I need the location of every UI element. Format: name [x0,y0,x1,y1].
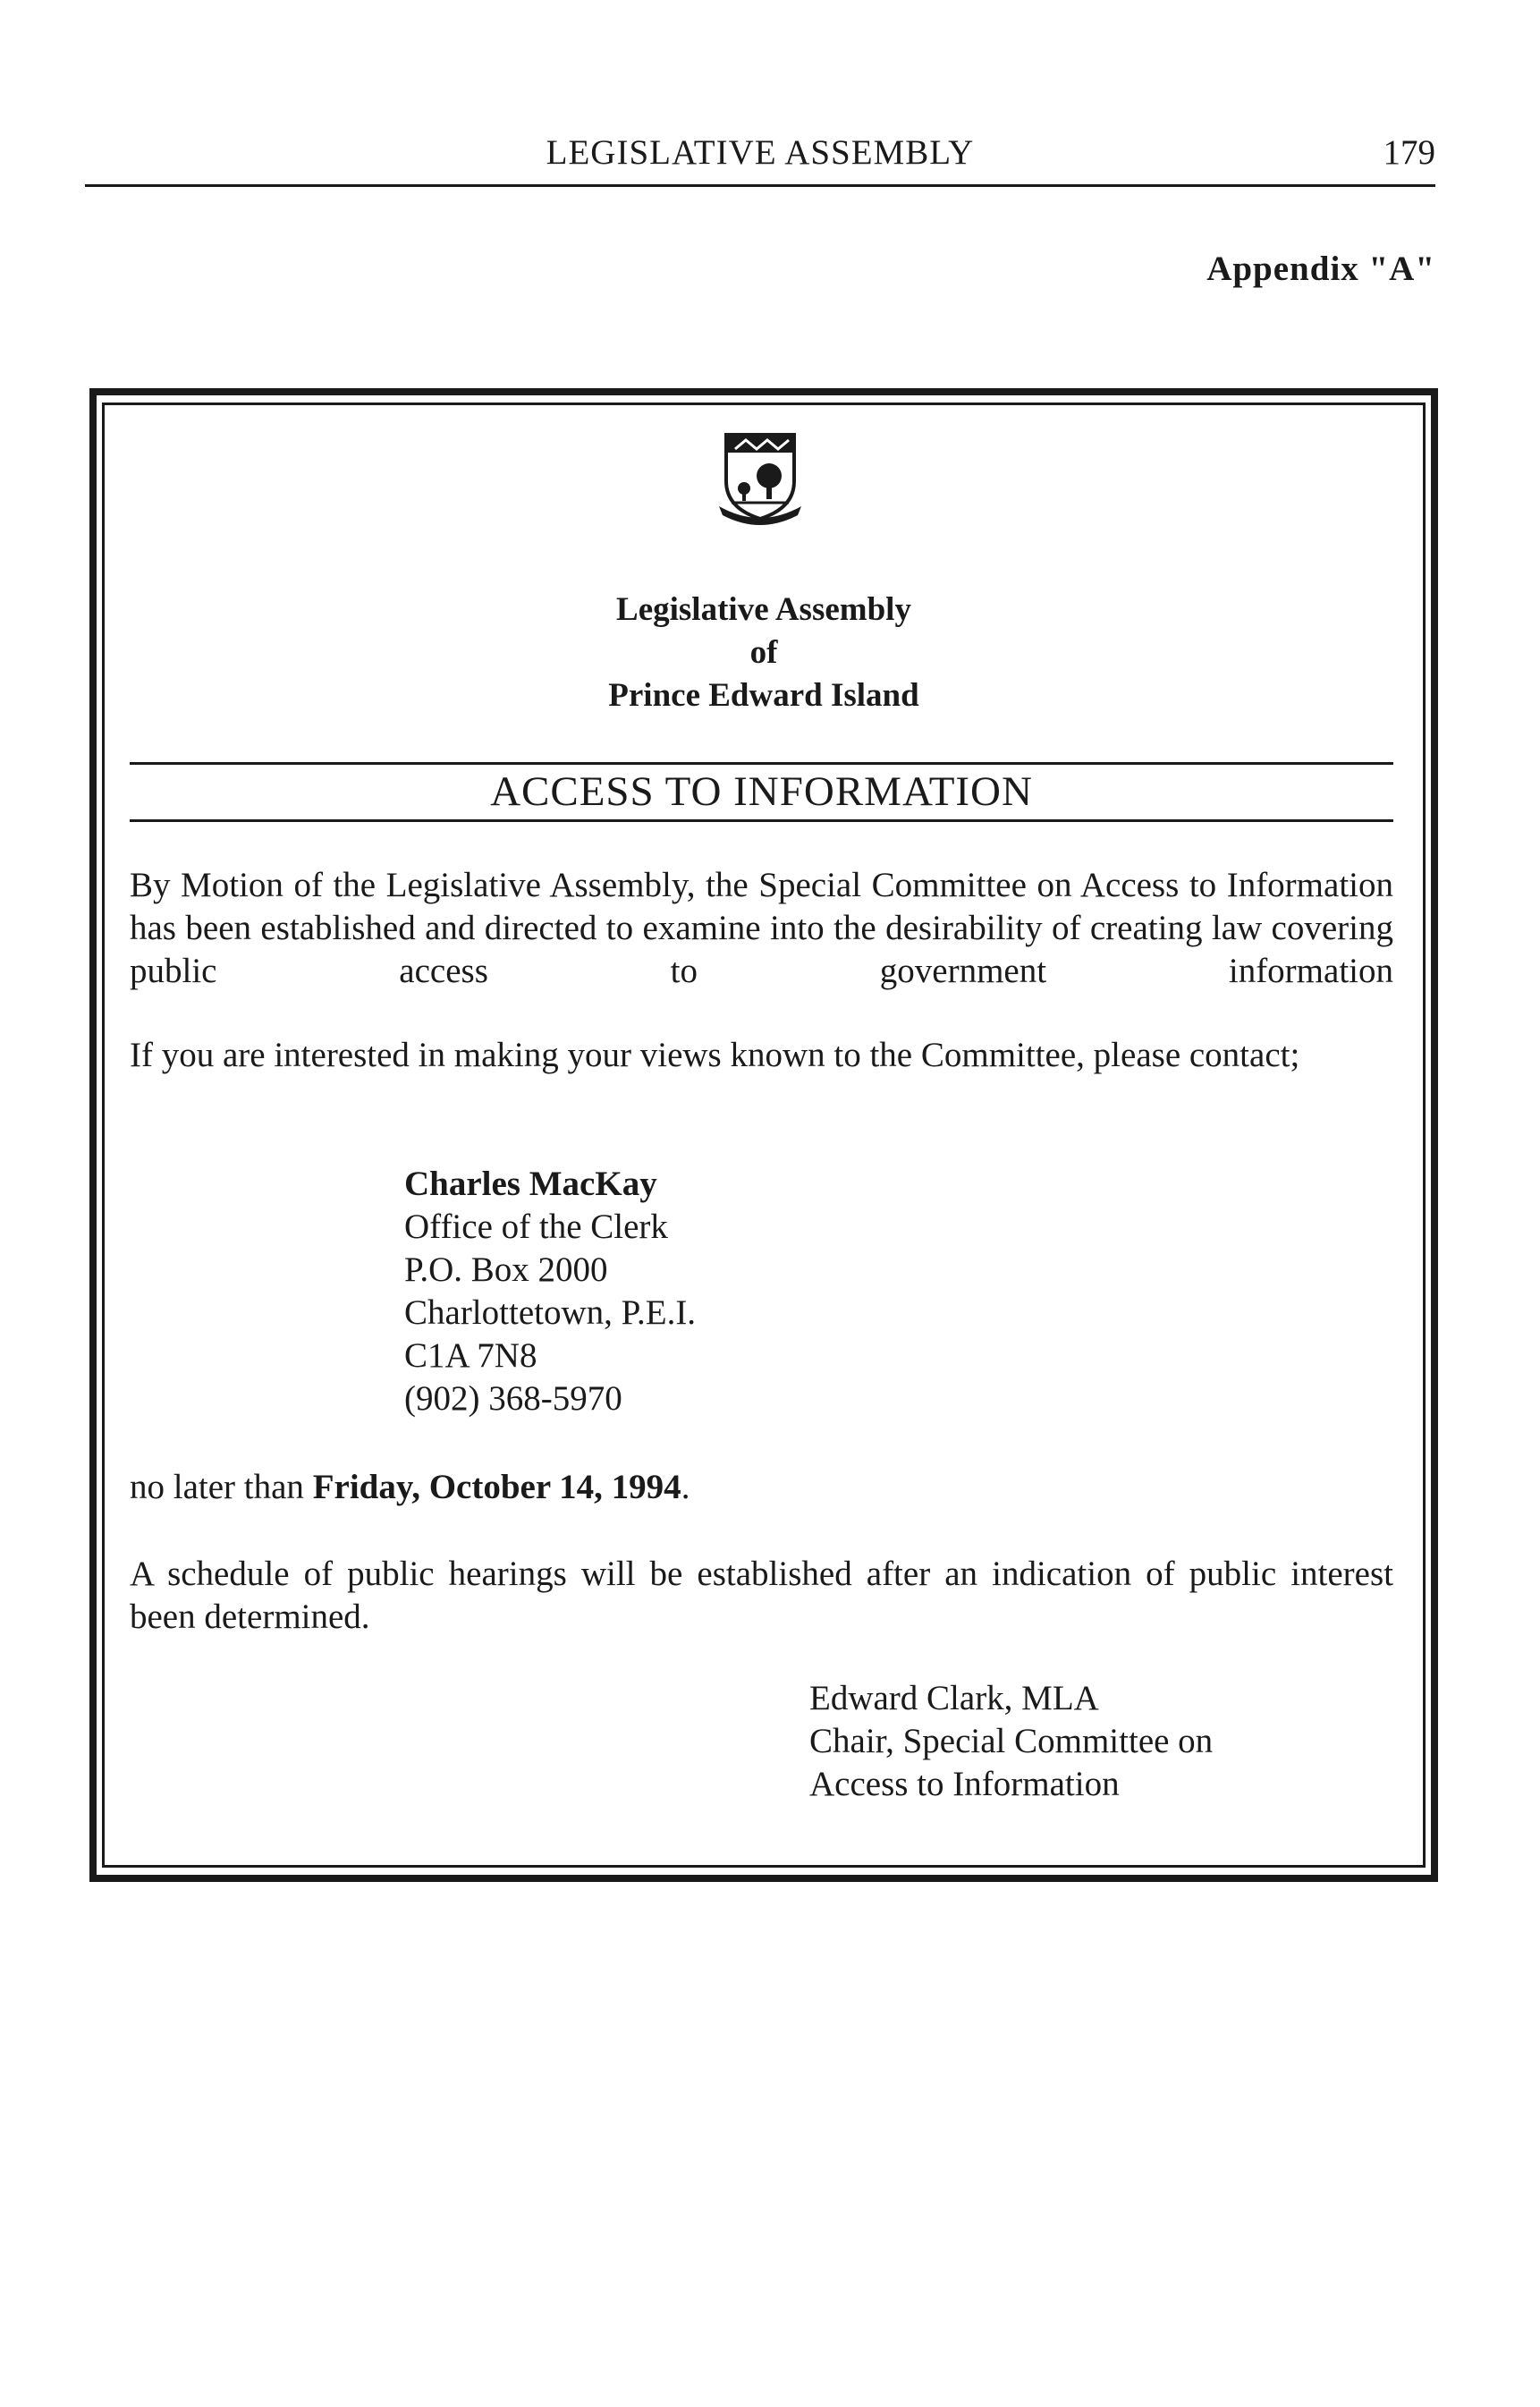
assembly-name-line3: Prince Edward Island [608,677,919,714]
deadline-date: Friday, October 14, 1994 [312,1468,681,1506]
signature-name: Edward Clark, MLA [809,1679,1099,1717]
contact-phone: (902) 368-5970 [404,1379,622,1418]
running-header [85,132,1435,187]
page-number: 179 [1383,133,1435,172]
notice-paragraph-3: A schedule of public hearings will be established after an indication of public interest been determined. [130,1555,1393,1636]
contact-postal-code: C1A 7N8 [404,1336,537,1375]
running-title: LEGISLATIVE ASSEMBLY [546,133,975,172]
appendix-label: Appendix "A" [1206,250,1435,288]
deadline-line [130,1467,690,1507]
notice-paragraph-1: By Motion of the Legislative Assembly, the Special Committee on Access to Information has been established and directed to examine into the desirability of creating law covering public access to government information [130,866,1393,990]
contact-office: Office of the Clerk [404,1208,668,1246]
title-rule-bottom [130,819,1393,822]
signature-title-line2: Access to Information [809,1765,1120,1803]
notice-title: ACCESS TO INFORMATION [490,768,1033,815]
contact-name: Charles MacKay [404,1165,657,1203]
contact-block [404,1163,696,1420]
signature-block [809,1677,1213,1806]
title-rule-top [130,762,1393,765]
deadline-suffix: . [681,1468,690,1506]
signature-title-line1: Chair, Special Committee on [809,1722,1214,1760]
deadline-prefix: no later than [130,1468,313,1506]
contact-po-box: P.O. Box 2000 [404,1250,608,1289]
contact-city: Charlottetown, P.E.I. [404,1293,697,1332]
assembly-name-line2: of [749,634,778,671]
coat-of-arms-icon [715,429,805,528]
notice-paragraph-2: If you are interested in making your views known to the Committee, please contact; [130,1036,1300,1074]
assembly-name-line1: Legislative Assembly [616,591,911,628]
